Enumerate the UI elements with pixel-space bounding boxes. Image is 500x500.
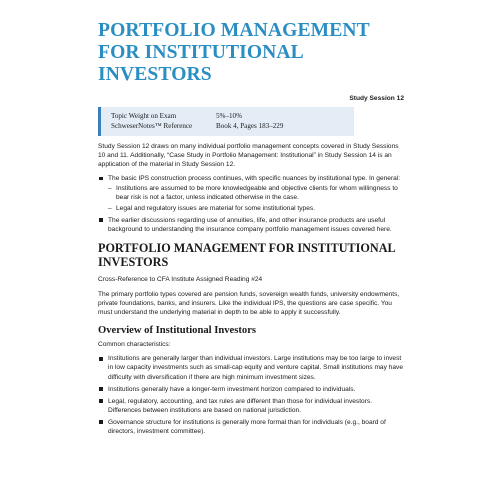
topic-row-label: Topic Weight on Exam	[111, 112, 177, 120]
intro-bullet-list	[98, 174, 404, 234]
bullet-text: The basic IPS construction process continues, with specific nuances by institutional type. In general:	[108, 175, 401, 183]
topic-row	[111, 121, 346, 131]
dash-icon: –	[108, 185, 112, 193]
topic-row	[111, 111, 346, 121]
cross-reference: Cross-Reference to CFA Institute Assigned Reading #24	[98, 275, 263, 283]
topic-row-label: SchweserNotes™ Reference	[111, 122, 193, 130]
bullet-text: The earlier discussions regarding use of annuities, life, and other insurance products are useful background to understanding the insurance company portfolio management issues covered here.	[108, 216, 392, 233]
list-item	[98, 216, 404, 234]
page-title: PORTFOLIO MANAGEMENT FOR INSTITUTIONAL INVESTORS	[98, 20, 370, 85]
topic-row-value: Book 4, Pages 183–229	[216, 122, 284, 130]
overview-lead: Common characteristics:	[98, 341, 171, 349]
topic-row-value: 5%–10%	[216, 112, 243, 120]
dash-item	[108, 204, 404, 213]
topic-weight-box	[98, 107, 354, 136]
list-item: Legal, regulatory, accounting, and tax rules are different than those for individual investors. Differences between institutions are based on national jurisdiction.	[98, 397, 404, 415]
list-item: Governance structure for institutions is generally more formal than for individuals (e.g., board of directors, investment committee).	[98, 418, 404, 436]
overview-bullet-list	[98, 354, 404, 436]
list-item: Institutions are generally larger than individual investors. Large institutions may be too large to invest in low capacity investments such as small-cap equity and venture capital. Small institutions may have difficulty with diversification if there are high minimum investment sizes.	[98, 354, 404, 381]
list-item	[98, 174, 404, 212]
dash-text: Legal and regulatory issues are material for some institutional types.	[116, 204, 316, 212]
intro-paragraph: Study Session 12 draws on many individual portfolio management concepts covered in Study Sessions 10 and 11. Additionally, “Case Study in Portfolio Management: Institutional” in Study Session 14 is an application of the material in Study Session 12.	[98, 143, 399, 169]
list-item: Institutions generally have a longer-term investment horizon compared to individuals.	[98, 385, 404, 394]
section-paragraph: The primary portfolio types covered are pension funds, sovereign wealth funds, university endowments, private foundations, banks, and insurers. Like the individual IPS, the questions are case specific. You must understand the underlying material in depth to be able to apply it successfully.	[98, 290, 400, 317]
dash-text: Institutions are assumed to be more knowledgeable and objective clients for whom willingness to bear risk is not a factor, unless indicated otherwise in the case.	[116, 185, 398, 202]
subsection-title: Overview of Institutional Investors	[98, 325, 257, 337]
dash-icon: –	[108, 204, 112, 212]
dash-item	[108, 184, 404, 202]
section-title: PORTFOLIO MANAGEMENT FOR INSTITUTIONAL INVESTORS	[98, 240, 395, 269]
study-session-label: Study Session 12	[349, 95, 404, 102]
